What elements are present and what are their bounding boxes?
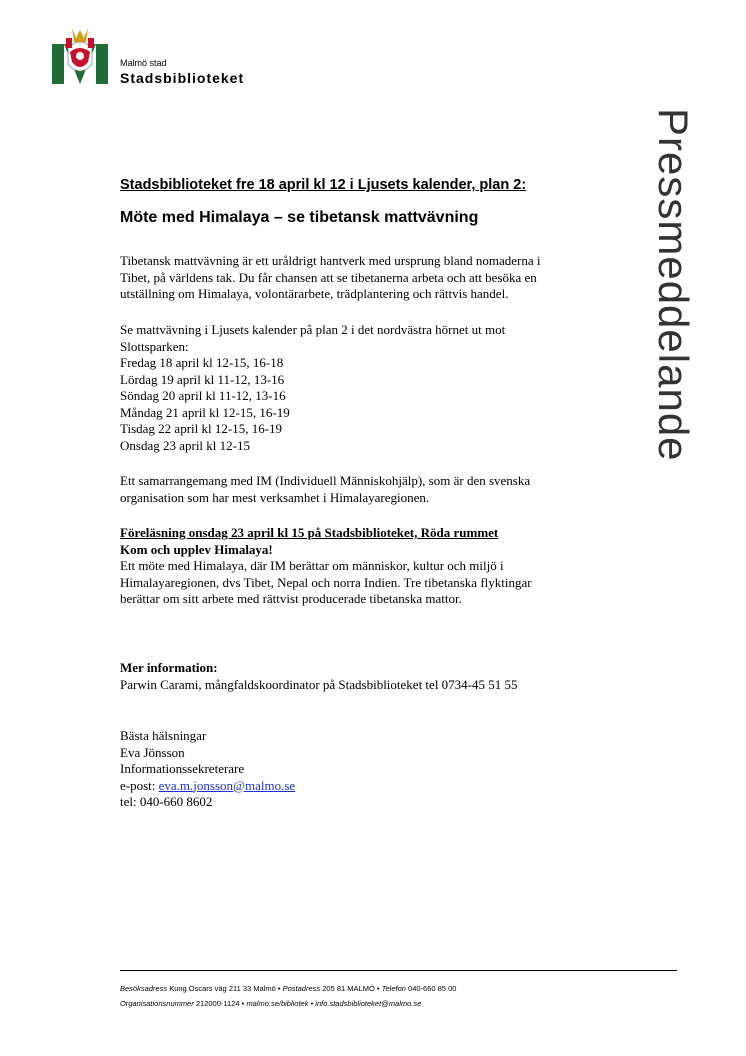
lecture-line: Ett möte med Himalaya, där IM berättar om människor, kultur och miljö i (120, 558, 504, 573)
sender-name: Eva Jönsson (120, 744, 185, 760)
subheadline: Möte med Himalaya – se tibetansk mattvävning (120, 209, 479, 226)
headline: Stadsbiblioteket fre 18 april kl 12 i Ljusets kalender, plan 2: (120, 177, 527, 193)
email-link[interactable]: eva.m.jonsson@malmo.se (158, 777, 296, 793)
malmo-stad-logo (52, 26, 108, 84)
intro-paragraph (120, 253, 620, 303)
coat-of-arms-icon (52, 26, 108, 84)
visit-label: Besöksadress (120, 984, 168, 993)
post-label: Postadress (282, 984, 321, 993)
footer-web-link[interactable]: malmo.se/bibliotek (246, 999, 309, 1008)
lecture-section (120, 525, 620, 608)
cooperation-line: organisation som har mest verksamhet i Himalayaregionen. (120, 489, 430, 505)
email-label: e-post: (120, 777, 159, 793)
schedule-item: Måndag 21 april kl 12-15, 16-19 (120, 404, 290, 420)
schedule-item: Tisdag 22 april kl 12-15, 16-19 (120, 421, 283, 436)
lecture-subtitle: Kom och upplev Himalaya! (120, 541, 273, 557)
footer-line-2 (120, 999, 421, 1008)
footer-separator: • (310, 999, 314, 1008)
schedule-item: Lördag 19 april kl 11-12, 13-16 (120, 371, 285, 387)
signature-block (120, 728, 620, 811)
schedule-item: Fredag 18 april kl 12-15, 16-18 (120, 355, 284, 370)
sender-phone: tel: 040-660 8602 (120, 794, 213, 809)
more-info-text: Parwin Carami, mångfaldskoordinator på Stadsbiblioteket tel 0734-45 51 55 (120, 676, 518, 692)
orgnr-label: Organisationsnummer (120, 999, 194, 1008)
cooperation-line: Ett samarrangemang med IM (Individuell Människohjälp), som är den svenska (120, 473, 531, 488)
footer-line-1 (120, 984, 456, 993)
sender-role: Informationssekreterare (120, 761, 245, 776)
intro-line: Tibet, på världens tak. Du får chansen att se tibetanerna arbeta och att besöka en (120, 269, 537, 285)
phone-label: Telefon (381, 984, 406, 993)
footer-divider (120, 970, 677, 971)
footer-separator: • (241, 999, 245, 1008)
footer-separator: • (277, 984, 281, 993)
post-value: 205 81 MALMÖ (322, 984, 375, 993)
press-release-side-title: Pressmeddelande (650, 108, 697, 462)
schedule-intro-line: Se mattvävning i Ljusets kalender på plan 2 i det nordvästra hörnet ut mot (120, 322, 506, 337)
orgnr-value: 212000-1124 (195, 999, 240, 1008)
email-line (120, 778, 620, 795)
cooperation-paragraph (120, 473, 620, 506)
footer-email-link[interactable]: info.stadsbiblioteket@malmo.se (315, 999, 422, 1008)
schedule-item: Onsdag 23 april kl 12-15 (120, 437, 250, 453)
more-info-heading: Mer information: (120, 660, 218, 675)
org-name-small: Malmö stad (120, 58, 167, 68)
schedule-item: Söndag 20 april kl 11-12, 13-16 (120, 388, 286, 403)
phone-value: 040-660 85 00 (408, 984, 457, 993)
intro-line: Tibetansk mattvävning är ett uråldrigt hantverk med ursprung bland nomaderna i (120, 253, 541, 268)
org-name-large: Stadsbiblioteket (120, 70, 245, 86)
lecture-line: berättar om sitt arbete med rättvist producerade tibetanska mattor. (120, 591, 462, 606)
schedule-section (120, 322, 620, 454)
lecture-line: Himalayaregionen, dvs Tibet, Nepal och norra Indien. Tre tibetanska flyktingar (120, 574, 532, 590)
footer-separator: • (376, 984, 380, 993)
schedule-intro-line: Slottsparken: (120, 338, 189, 354)
greeting: Bästa hälsningar (120, 728, 207, 743)
visit-value: Kung Oscars väg 211 33 Malmö (169, 984, 276, 993)
more-info-section (120, 660, 620, 693)
lecture-title: Föreläsning onsdag 23 april kl 15 på Stadsbiblioteket, Röda rummet (120, 525, 499, 540)
intro-line: utställning om Himalaya, volontärarbete, trädplantering och rättvis handel. (120, 286, 509, 301)
